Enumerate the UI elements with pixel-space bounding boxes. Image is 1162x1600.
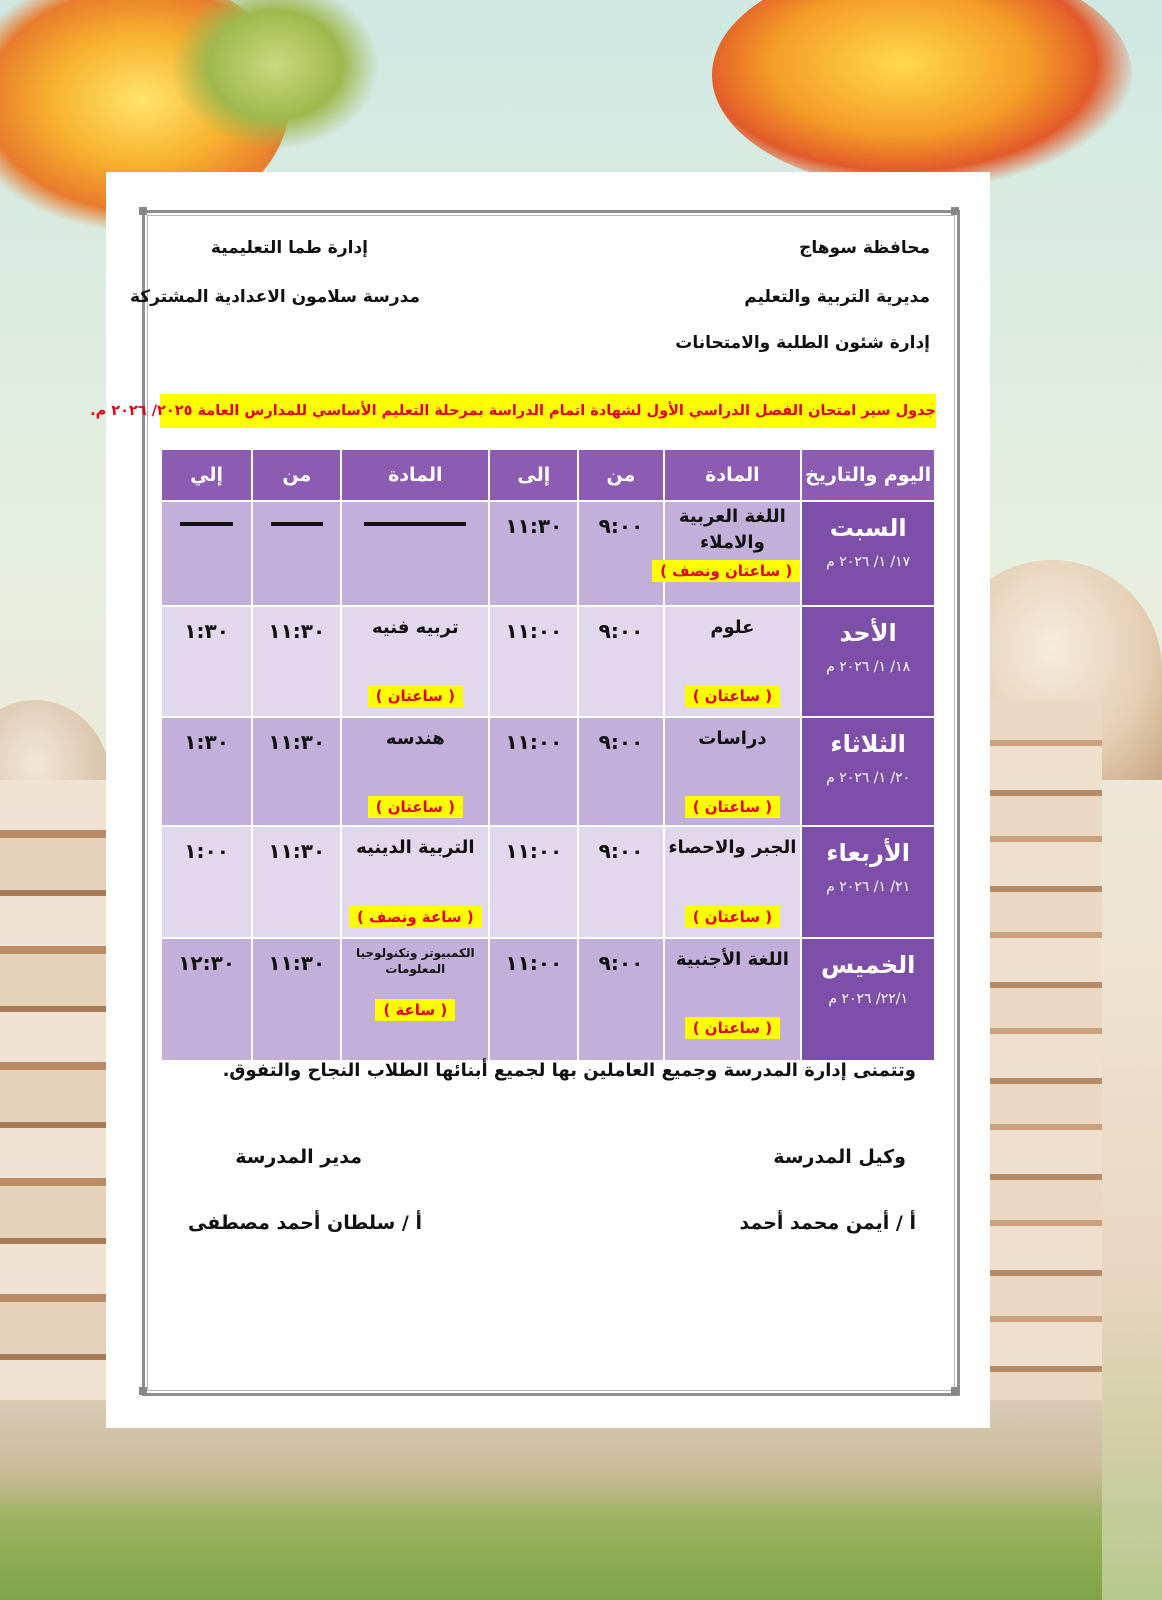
principal-name: أ / سلطان أحمد مصطفى (187, 1212, 422, 1234)
day-date: ١٧/ ١/ ٢٠٢٦ م (826, 554, 911, 570)
time-value: ١:٣٠ (184, 619, 229, 644)
duration-badge: ( ساعتان ) (368, 685, 463, 707)
duration-badge: ( ساعتان ) (685, 1017, 780, 1039)
time-value: ٩:٠٠ (598, 839, 644, 864)
from-cell (252, 938, 341, 1061)
time-value: ٩:٠٠ (598, 619, 644, 644)
subject-name: التربية الدينيه (356, 837, 475, 859)
deputy-title: وكيل المدرسة (773, 1146, 906, 1168)
day-cell (801, 501, 935, 606)
affairs-label: إدارة شئون الطلبة والامتحانات (675, 333, 930, 353)
to-cell-empty (161, 501, 252, 606)
subject-cell (664, 606, 802, 717)
from-cell (578, 826, 663, 937)
from-cell (252, 606, 341, 717)
time-value: ١١:٣٠ (268, 839, 326, 864)
from-cell (578, 606, 663, 717)
frame-corner (139, 207, 147, 215)
time-value: ١٢:٣٠ (178, 950, 236, 975)
from-cell (578, 938, 663, 1061)
header-subject: المادة (664, 449, 802, 501)
day-date: ٢٢/١/ ٢٠٢٦ م (828, 990, 908, 1007)
from-cell-empty (252, 501, 341, 606)
subject-cell (341, 826, 489, 937)
from-cell (578, 501, 663, 606)
to-cell (161, 938, 252, 1061)
day-name: الأربعاء (826, 839, 911, 868)
governorate-label: محافظة سوهاج (799, 238, 930, 258)
subject-name: هندسه (385, 728, 445, 750)
time-value: ١:٠٠ (184, 839, 229, 864)
subject-cell-empty (341, 501, 489, 606)
day-date: ٢١/ ١/ ٢٠٢٦ م (826, 879, 911, 896)
day-date: ٢٠/ ١/ ٢٠٢٦ م (826, 770, 911, 787)
time-value: ١١:٠٠ (505, 839, 563, 864)
subject-name: الكمبيوتر وتكنولوجيا المعلومات (356, 945, 475, 976)
principal-title: مدير المدرسة (235, 1146, 362, 1168)
table-row (161, 938, 935, 1061)
time-value: ١١:٣٠ (268, 619, 326, 644)
to-cell (489, 501, 578, 606)
header-to: إلى (489, 449, 578, 501)
duration-badge: ( ساعتان ) (685, 685, 780, 707)
empty-dash (364, 522, 466, 526)
subject-name: تربيه فنيه (372, 617, 459, 639)
to-cell (489, 717, 578, 826)
day-cell (801, 717, 935, 826)
to-cell (161, 606, 252, 717)
day-name: الثلاثاء (830, 730, 906, 759)
to-cell (161, 826, 252, 937)
duration-badge: ( ساعتان ونصف ) (652, 560, 800, 582)
time-value: ١١:٠٠ (505, 730, 563, 755)
subject-name: علوم (710, 617, 755, 639)
subject-cell (341, 938, 489, 1061)
background-garden (0, 1400, 1102, 1600)
from-cell (252, 717, 341, 826)
duration-badge: ( ساعة ونصف ) (349, 906, 482, 928)
frame-corner (951, 207, 959, 215)
time-value: ٩:٠٠ (598, 514, 644, 538)
day-name: السبت (829, 514, 907, 542)
time-value: ٩:٠٠ (598, 730, 644, 755)
table-row (161, 606, 935, 717)
day-cell (801, 826, 935, 937)
school-label: مدرسة سلامون الاعدادية المشتركة (129, 287, 420, 307)
subject-name: الجبر والاحصاء (668, 837, 797, 859)
time-value: ١:٣٠ (184, 730, 229, 755)
time-value: ١١:٣٠ (268, 730, 326, 755)
empty-dash (180, 522, 234, 526)
subject-cell (664, 938, 802, 1061)
to-cell (489, 938, 578, 1061)
day-date: ١٨/ ١/ ٢٠٢٦ م (826, 659, 911, 676)
time-value: ٩:٠٠ (598, 950, 644, 975)
time-value: ١١:٣٠ (505, 514, 563, 538)
to-cell (489, 606, 578, 717)
table-row (161, 501, 935, 606)
deputy-name: أ / أيمن محمد أحمد (739, 1212, 916, 1234)
empty-dash (271, 522, 323, 526)
duration-badge: ( ساعة ) (375, 999, 455, 1021)
day-name: الأحد (839, 619, 897, 648)
subject-name: دراسات (698, 728, 767, 750)
time-value: ١١:٠٠ (505, 619, 563, 644)
to-cell (161, 717, 252, 826)
from-cell (578, 717, 663, 826)
time-value: ١١:٠٠ (505, 950, 563, 975)
closing-wish: وتتمنى إدارة المدرسة وجميع العاملين بها لجميع أبنائها الطلاب النجاح والتفوق. (222, 1060, 916, 1081)
table-row (161, 826, 935, 937)
header-subject: المادة (341, 449, 489, 501)
day-cell (801, 938, 935, 1061)
duration-badge: ( ساعتان ) (685, 906, 780, 928)
frame-corner (951, 1387, 959, 1395)
table-row (161, 717, 935, 826)
admin-label: إدارة طما التعليمية (210, 238, 368, 258)
background-flower-right (712, 0, 1132, 190)
day-name: الخميس (820, 950, 916, 979)
table-header-row (161, 449, 935, 501)
subject-name: اللغة العربية والاملاء (678, 506, 786, 554)
from-cell (252, 826, 341, 937)
day-cell (801, 606, 935, 717)
duration-badge: ( ساعتان ) (685, 796, 780, 818)
header-from: من (252, 449, 341, 501)
exam-schedule-table (160, 448, 936, 1062)
subject-cell (664, 717, 802, 826)
subject-cell (660, 501, 802, 606)
header-day: اليوم والتاريخ (801, 449, 935, 501)
header-from: من (578, 449, 663, 501)
to-cell (489, 826, 578, 937)
background-building-left (0, 780, 120, 1420)
subject-name: اللغة الأجنبية (675, 948, 789, 970)
directorate-label: مديرية التربية والتعليم (744, 287, 930, 307)
header-to: إلي (161, 449, 252, 501)
duration-badge: ( ساعتان ) (368, 796, 463, 818)
schedule-title: جدول سير امتحان الفصل الدراسي الأول لشهادة اتمام الدراسة بمرحلة التعليم الأساسي للمدارس العامة ٢٠٢٥/ ٢٠٢٦ م. (160, 394, 936, 428)
time-value: ١١:٣٠ (268, 950, 326, 975)
frame-corner (139, 1387, 147, 1395)
subject-cell (341, 606, 489, 717)
subject-cell (664, 826, 802, 937)
subject-cell (341, 717, 489, 826)
